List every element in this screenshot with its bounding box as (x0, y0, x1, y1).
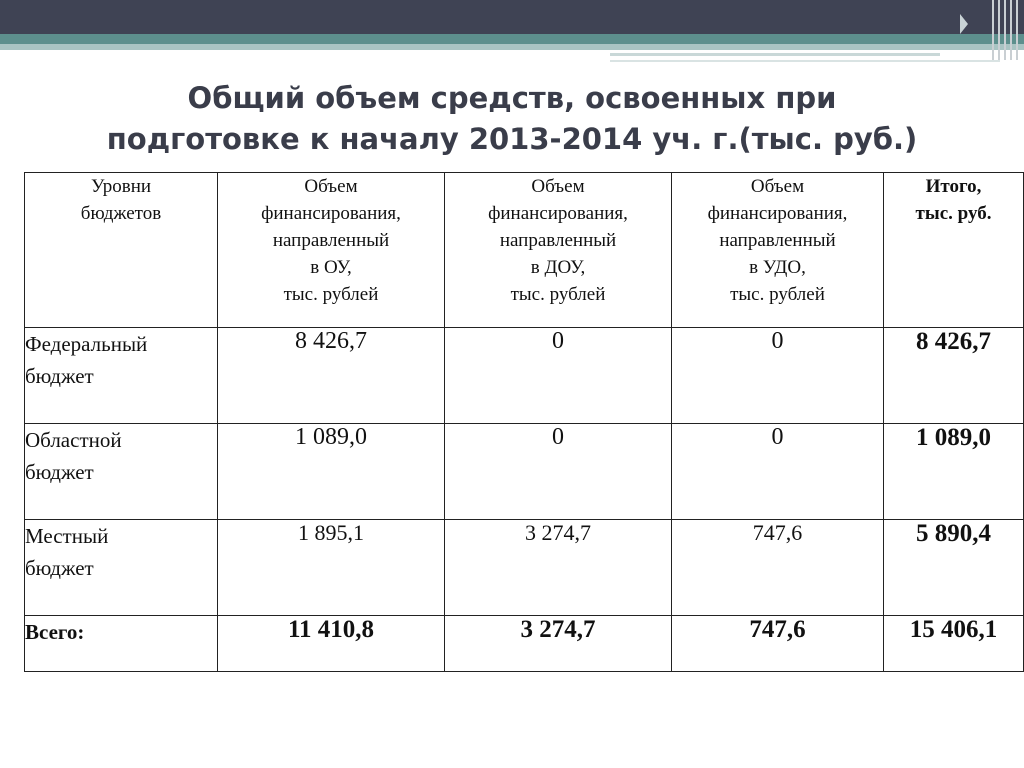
header-funding-udo (672, 173, 884, 328)
cell-total: 5 890,4 (884, 520, 1024, 616)
cell-total: 15 406,1 (884, 616, 1024, 672)
banner-accent-line (610, 53, 940, 56)
header-text: направленный (272, 230, 390, 251)
header-text: тыс. руб. (915, 203, 992, 224)
header-funding-ou (218, 173, 445, 328)
header-text: в ДОУ, (530, 257, 586, 278)
cell-total: 8 426,7 (884, 328, 1024, 424)
budget-table (24, 172, 1024, 672)
cell-total: 1 089,0 (884, 424, 1024, 520)
cell-dou: 0 (445, 328, 672, 424)
header-text: в ОУ, (310, 257, 352, 278)
cell-udo: 0 (672, 424, 884, 520)
row-label-text: Федеральный (25, 332, 148, 356)
header-text: Уровни (90, 176, 152, 197)
row-label-text: бюджет (25, 556, 94, 580)
cell-ou: 11 410,8 (218, 616, 445, 672)
row-label (25, 520, 218, 616)
row-label-text: Местный (25, 524, 109, 548)
table-row-total (25, 616, 1024, 672)
cell-dou: 3 274,7 (445, 616, 672, 672)
row-label-text: Всего: (25, 620, 85, 644)
cell-udo: 747,6 (672, 520, 884, 616)
header-text: в УДО, (749, 257, 806, 278)
cell-ou: 1 895,1 (218, 520, 445, 616)
slide-title-line: подготовке к началу 2013-2014 уч. г.(тыс. руб.) (106, 122, 918, 156)
row-label (25, 424, 218, 520)
table-header-row (25, 173, 1024, 328)
header-total (884, 173, 1024, 328)
row-label (25, 616, 218, 672)
header-text: Объем (531, 176, 585, 197)
slide-title-line: Общий объем средств, освоенных при (187, 81, 837, 115)
slide-header-banner (0, 0, 1024, 70)
slide-title (40, 78, 984, 160)
header-text: Итого, (925, 176, 982, 197)
cell-dou: 0 (445, 424, 672, 520)
header-budget-levels (25, 173, 218, 328)
cell-ou: 8 426,7 (218, 328, 445, 424)
table-row-local (25, 520, 1024, 616)
header-text: финансирования, (488, 203, 628, 224)
cell-ou: 1 089,0 (218, 424, 445, 520)
banner-accent-line (610, 60, 1000, 62)
header-text: финансирования, (261, 203, 401, 224)
banner-stripe (1004, 0, 1006, 60)
header-text: направленный (719, 230, 836, 251)
table-row-federal (25, 328, 1024, 424)
banner-stripe (1010, 0, 1012, 60)
table-row-regional (25, 424, 1024, 520)
banner-stripe (992, 0, 994, 60)
row-label (25, 328, 218, 424)
cell-udo: 0 (672, 328, 884, 424)
cell-udo: 747,6 (672, 616, 884, 672)
header-text: тыс. рублей (510, 284, 606, 305)
cell-dou: 3 274,7 (445, 520, 672, 616)
header-text: финансирования, (707, 203, 848, 224)
header-text: тыс. рублей (730, 284, 825, 305)
banner-light-band (0, 44, 1024, 50)
header-text: тыс. рублей (283, 284, 379, 305)
banner-stripe (1016, 0, 1018, 60)
row-label-text: Областной (25, 428, 122, 452)
banner-teal-band (0, 34, 1024, 44)
banner-dark-band (0, 0, 1024, 34)
banner-arrow-icon (960, 14, 968, 34)
row-label-text: бюджет (25, 364, 94, 388)
header-funding-dou (445, 173, 672, 328)
header-text: Объем (304, 176, 358, 197)
header-text: направленный (499, 230, 617, 251)
banner-stripe (998, 0, 1000, 60)
row-label-text: бюджет (25, 460, 94, 484)
header-text: Объем (750, 176, 805, 197)
header-text: бюджетов (80, 203, 162, 224)
